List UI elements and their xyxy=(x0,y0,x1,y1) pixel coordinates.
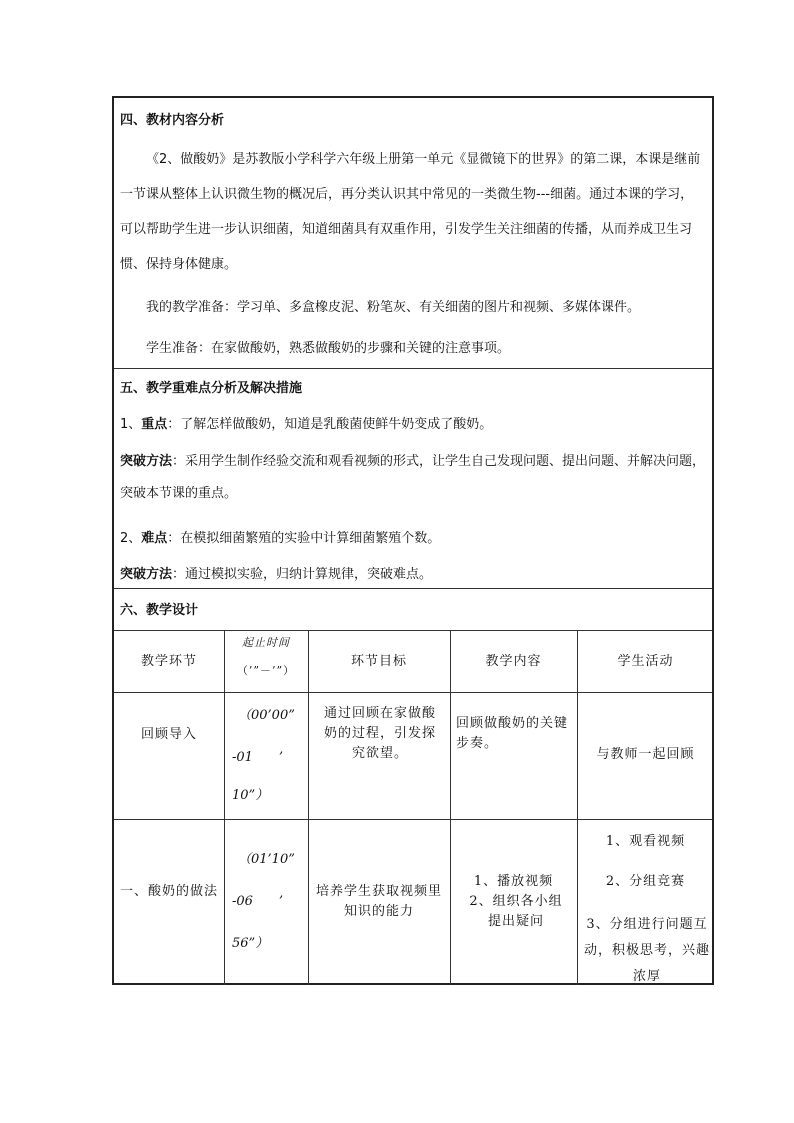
row2-time-line3: 56”） xyxy=(232,936,269,951)
header-time-line2: （’”－’”） xyxy=(236,664,296,677)
header-content: 教学内容 xyxy=(485,654,542,669)
row1-time-line2: -01 ’ xyxy=(232,750,284,765)
row-border xyxy=(114,819,712,820)
row2-activity-1: 1、观看视频 xyxy=(605,834,686,849)
row2-activity-3: 3、分组进行问题互动，积极思考，兴趣浓厚 xyxy=(584,917,711,984)
row2-content-1: 1、播放视频 xyxy=(473,874,554,889)
header-stage: 教学环节 xyxy=(140,654,197,669)
row1-stage: 回顾导入 xyxy=(140,727,197,742)
row1-activity: 与教师一起回顾 xyxy=(596,747,695,762)
difficult-point: 2、难点：在模拟细菌繁殖的实验中计算细菌繁殖个数。 xyxy=(120,531,441,546)
column-border xyxy=(308,630,309,985)
header-activity: 学生活动 xyxy=(617,654,674,669)
row1-content: 回顾做酸奶的关键步奏。 xyxy=(456,716,569,751)
section5-heading: 五、教学重难点分析及解决措施 xyxy=(120,381,303,396)
row1-goal: 通过回顾在家做酸奶的过程，引发探究欲望。 xyxy=(323,706,436,761)
header-row-border xyxy=(114,692,712,693)
divider xyxy=(114,588,712,589)
column-border xyxy=(577,630,578,985)
row2-time-line2: -06 ’ xyxy=(232,894,284,909)
column-border xyxy=(450,630,451,985)
section4-paragraph-3: 学生准备：在家做酸奶，熟悉做酸奶的步骤和关键的注意事项。 xyxy=(146,341,511,356)
row2-goal: 培养学生获取视频里知识的能力 xyxy=(315,884,442,919)
header-goal: 环节目标 xyxy=(350,654,407,669)
row1-time-line1: （00’00” xyxy=(238,708,295,723)
table-top-border xyxy=(114,630,712,631)
section4-paragraph-2: 我的教学准备：学习单、多盒橡皮泥、粉笔灰、有关细菌的图片和视频、多媒体课件。 xyxy=(146,300,641,315)
lesson-plan-page xyxy=(112,96,714,985)
row2-time-line1: （01’10” xyxy=(238,852,295,867)
row2-activity-2: 2、分组竞赛 xyxy=(605,874,686,889)
row1-time-line3: 10”） xyxy=(232,788,269,803)
header-time-line1: 起止时间 xyxy=(242,636,290,649)
key-point: 1、重点：了解怎样做酸奶，知道是乳酸菌使鲜牛奶变成了酸奶。 xyxy=(120,417,493,432)
section4-paragraph-1: 《2、做酸奶》是苏教版小学科学六年级上册第一单元《显微镜下的世界》的第二课，本课是继前一节课从整体上认识微生物的概况后，再分类认识其中常见的一类微生物---细菌。通过本课的学习，可以帮助学生进一步认识细菌，知道细菌具有双重作用，引发学生关注细菌的传播，从而养成卫生习惯、保持身体健康。 xyxy=(120,152,701,272)
column-border xyxy=(224,630,225,985)
row2-stage: 一、酸奶的做法 xyxy=(120,884,219,899)
difficult-method: 突破方法：通过模拟实验，归纳计算规律，突破难点。 xyxy=(120,567,433,582)
section4-heading: 四、教材内容分析 xyxy=(120,113,225,128)
section6-heading: 六、教学设计 xyxy=(120,603,199,618)
row2-content-2: 2、组织各小组提出疑问 xyxy=(469,894,563,929)
divider xyxy=(114,368,712,369)
key-method: 突破方法：采用学生制作经验交流和观看视频的形式，让学生自己发现问题、提出问题、并解决问题，突破本节课的重点。 xyxy=(120,454,706,501)
